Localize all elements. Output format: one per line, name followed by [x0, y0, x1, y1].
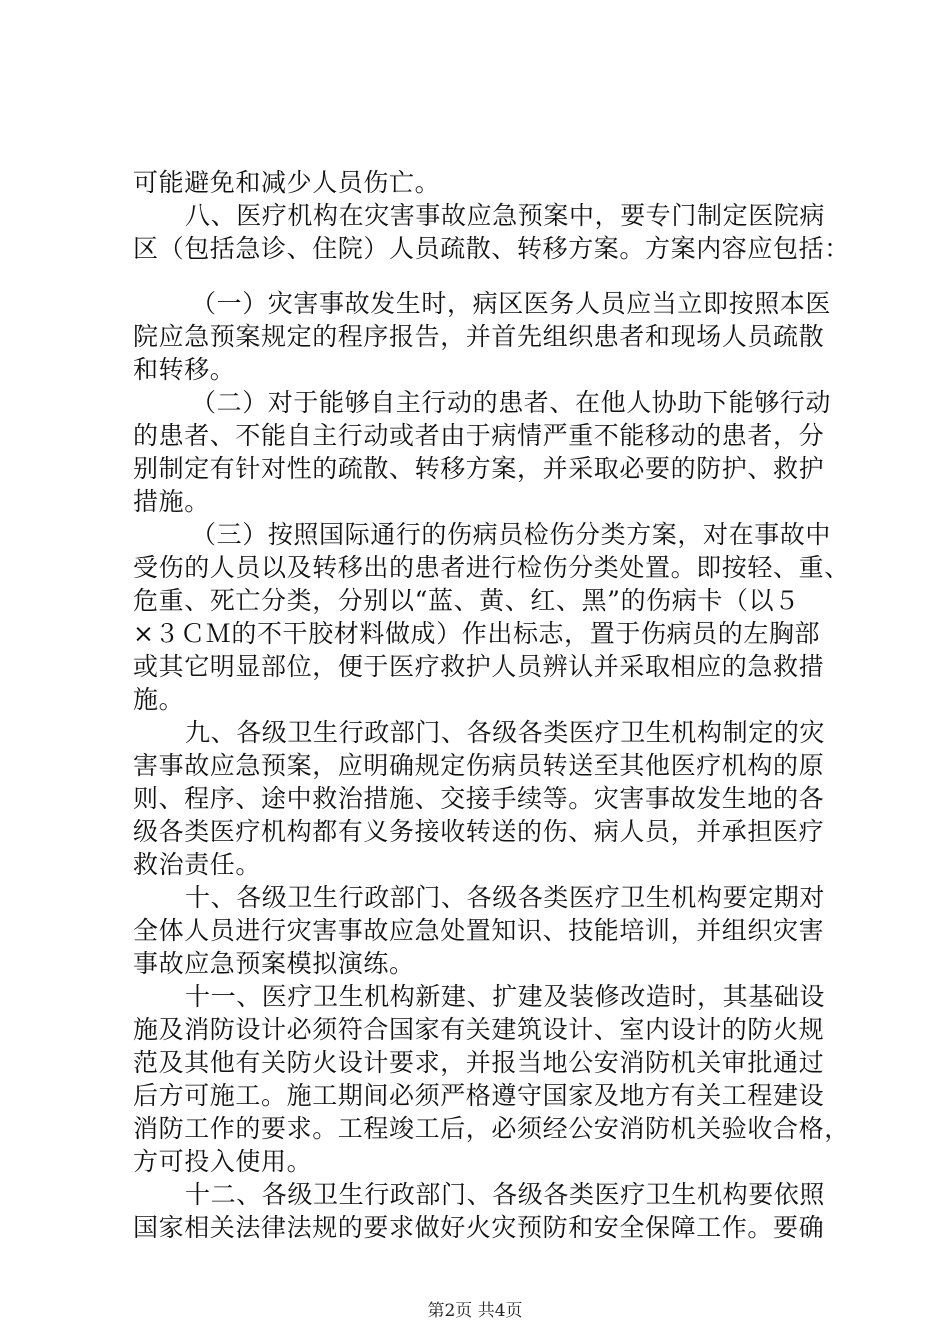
- page-number-footer: 第2页 共4页: [427, 1301, 523, 1321]
- item-3-line: 施。: [133, 685, 185, 714]
- paragraph-11-line: 方可投入使用。: [133, 1147, 313, 1176]
- paragraph-11-line: 范及其他有关防火设计要求，并报当地公安消防机关审批通过: [133, 1048, 825, 1077]
- item-2-line: 措施。: [133, 487, 210, 516]
- paragraph-11-line: 后方可施工。施工期间必须严格遵守国家及地方有关工程建设: [133, 1081, 825, 1110]
- item-3-line: （三）按照国际通行的伤病员检伤分类方案，对在事故中: [191, 520, 832, 549]
- text-line: 可能避免和减少人员伤亡。: [133, 168, 441, 197]
- paragraph-10-line: 全体人员进行灾害事故应急处置知识、技能培训，并组织灾害: [133, 916, 825, 945]
- paragraph-9-line: 则、程序、途中救治措施、交接手续等。灾害事故发生地的各: [133, 784, 825, 813]
- item-1-line: 院应急预案规定的程序报告，并首先组织患者和现场人员疏散: [133, 322, 825, 351]
- item-3-line: 危重、死亡分类，分别以“蓝、黄、红、黑”的伤病卡（以５: [133, 586, 800, 615]
- paragraph-11-line: 十一、医疗卫生机构新建、扩建及装修改造时，其基础设: [185, 982, 826, 1011]
- paragraph-9-line: 害事故应急预案，应明确规定伤病员转送至其他医疗机构的原: [133, 751, 825, 780]
- document-body: [133, 166, 850, 1244]
- paragraph-9-line: 级各类医疗机构都有义务接收转送的伤、病人员，并承担医疗: [133, 817, 825, 846]
- paragraph-10-line: 事故应急预案模拟演练。: [133, 949, 415, 978]
- paragraph-9-line: 九、各级卫生行政部门、各级各类医疗卫生机构制定的灾: [185, 718, 826, 747]
- paragraph-10-line: 十、各级卫生行政部门、各级各类医疗卫生机构要定期对: [185, 883, 826, 912]
- paragraph-12-line: 十二、各级卫生行政部门、各级各类医疗卫生机构要依照: [185, 1180, 826, 1209]
- paragraph-gap: [133, 265, 823, 287]
- paragraph-8-line: 八、医疗机构在灾害事故应急预案中，要专门制定医院病: [185, 201, 826, 230]
- item-2-line: 别制定有针对性的疏散、转移方案，并采取必要的防护、救护: [133, 454, 825, 483]
- item-3-line: ×３ＣＭ的不干胶材料做成）作出标志，置于伤病员的左胸部: [133, 619, 821, 648]
- item-2-line: 的患者、不能自主行动或者由于病情严重不能移动的患者，分: [133, 421, 825, 450]
- item-3-line: 或其它明显部位，便于医疗救护人员辨认并采取相应的急救措: [133, 652, 825, 681]
- paragraph-8-line: 区（包括急诊、住院）人员疏散、转移方案。方案内容应包括：: [133, 234, 850, 263]
- item-3-line: 受伤的人员以及转移出的患者进行检伤分类处置。即按轻、重、: [133, 553, 850, 582]
- item-2-line: （二）对于能够自主行动的患者、在他人协助下能够行动: [191, 388, 832, 417]
- paragraph-9-line: 救治责任。: [133, 850, 262, 879]
- item-1-line: （一）灾害事故发生时，病区医务人员应当立即按照本医: [191, 289, 832, 318]
- paragraph-11-line: 消防工作的要求。工程竣工后，必须经公安消防机关验收合格，: [133, 1114, 850, 1143]
- paragraph-12-line: 国家相关法律法规的要求做好火灾预防和安全保障工作。要确: [133, 1213, 825, 1242]
- item-1-line: 和转移。: [133, 355, 236, 384]
- paragraph-11-line: 施及消防设计必须符合国家有关建筑设计、室内设计的防火规: [133, 1015, 825, 1044]
